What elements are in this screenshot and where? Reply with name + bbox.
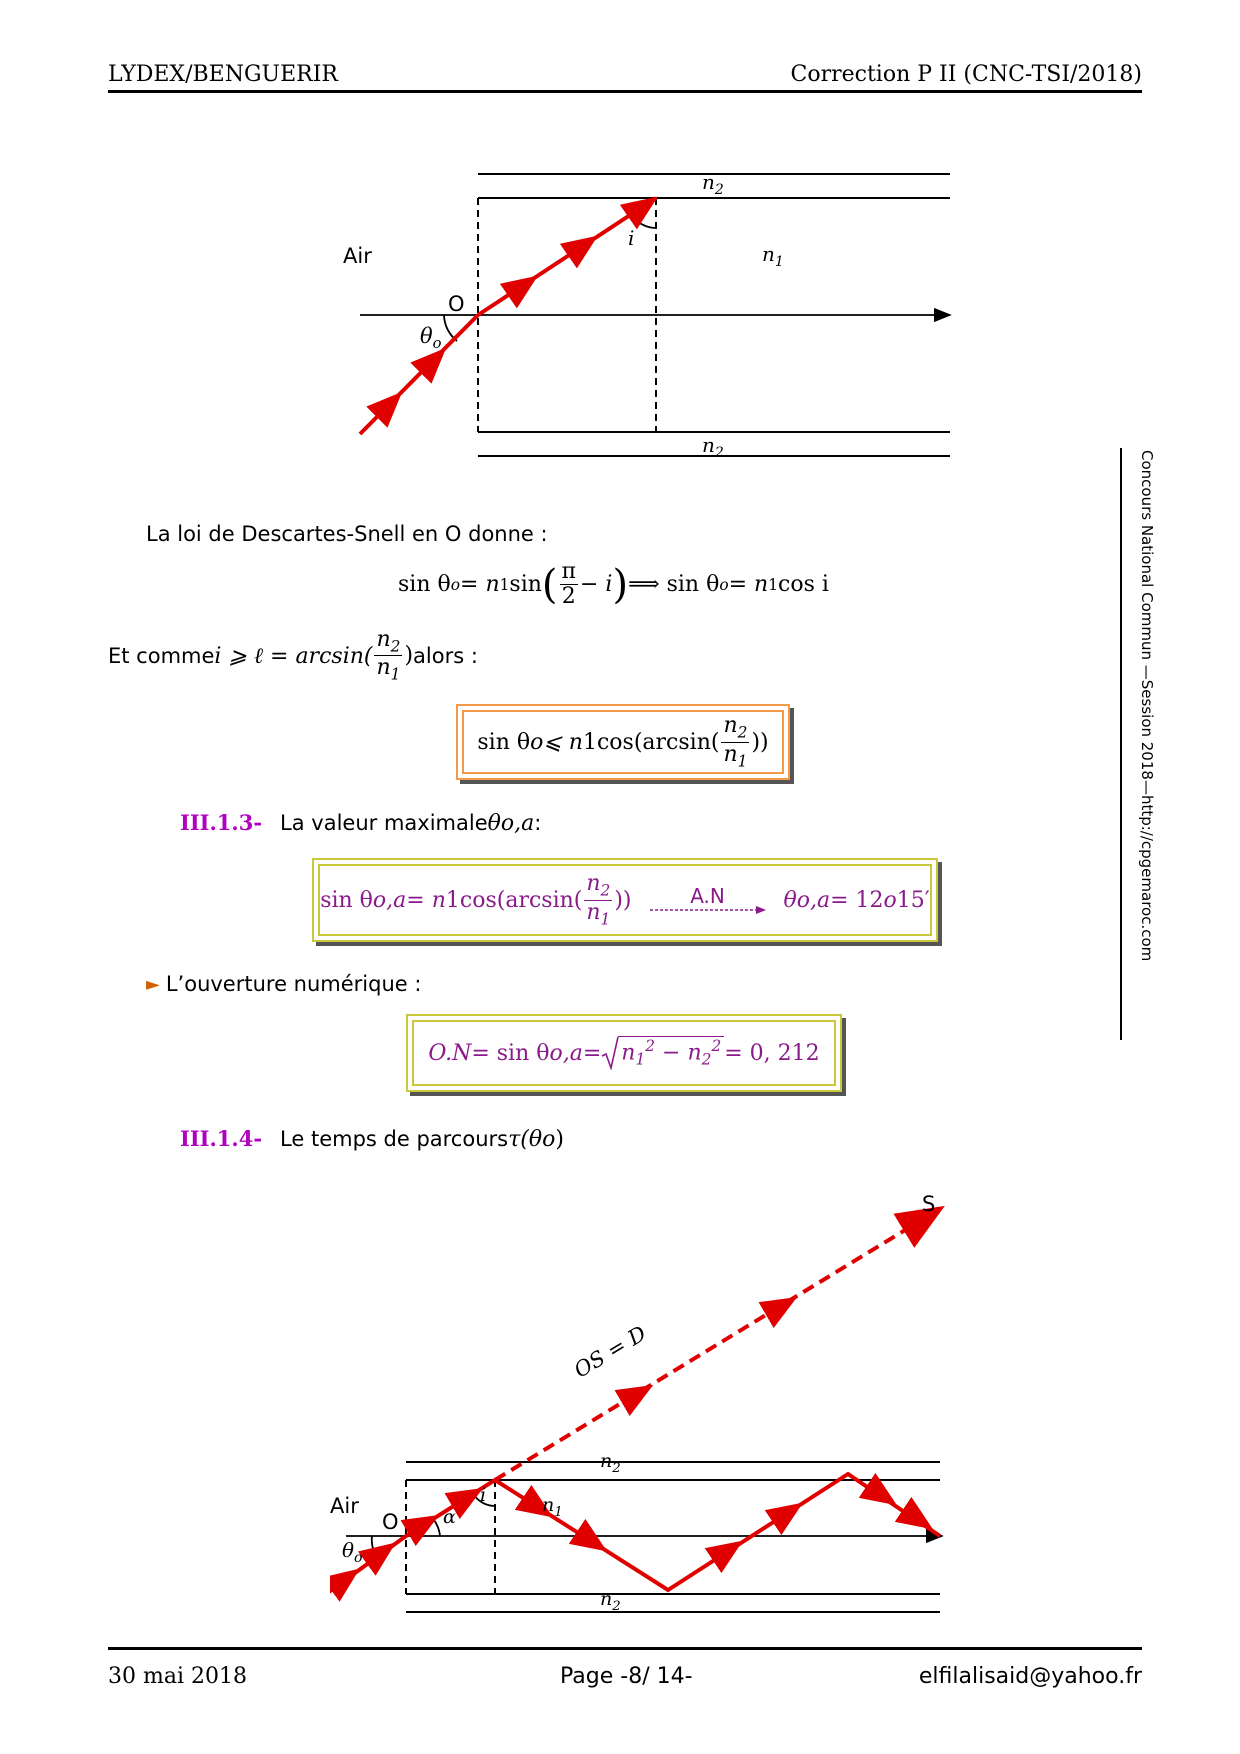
max-angle-box: sin θ o,a = n 1 cos(arcsin( $\frac{n_2}{n_1}$ )) A.N θ o,a = 12 o 15′ — [312, 858, 938, 942]
fig2-s-label: S — [922, 1192, 936, 1216]
header-rule — [108, 90, 1142, 93]
fig2-n2-bottom: $n_2$ — [600, 1588, 621, 1614]
fig2-alpha-label: α — [443, 1506, 456, 1528]
section-113: III.1.3- La valeur maximale θ o,a : — [180, 810, 542, 836]
section-114-number: III.1.4- — [180, 1126, 263, 1151]
ray-arrow-4 — [580, 239, 593, 248]
intro-text: La loi de Descartes-Snell en O donne : — [146, 522, 548, 546]
fig2-arrow-6 — [590, 1540, 602, 1548]
fig2-ext-arrow-2 — [780, 1300, 792, 1307]
numerical-aperture-box: O.N = sin θ o,a = $n_1^2 - n_2^2$ = 0, 212 — [406, 1014, 842, 1092]
fig2-n2-top: $n_2$ — [600, 1450, 621, 1476]
fig2-extended-ray-dashed — [495, 1210, 938, 1480]
sidebar-text: Concours National Commun —Session 2018—http://cpgemaroc.com — [1138, 450, 1156, 962]
fig2-angle-alpha-arc — [434, 1520, 440, 1536]
sqrt-expression: $n_1^2 - n_2^2$ — [601, 1036, 724, 1070]
bullet-icon: ► — [146, 973, 160, 995]
fig2-i-label: i — [480, 1484, 487, 1506]
inequality-box: sin θ o ⩽ n 1 cos(arcsin( $\frac{n_2}{n_1}$ )) — [456, 704, 790, 780]
ray-arrow-3 — [520, 279, 533, 288]
incident-ray — [360, 315, 478, 434]
fig2-theta-label: $\theta_o$ — [342, 1538, 363, 1566]
snell-equation: sin θ o = n 1 sin ( $\frac{\pi}{2}$ − i ) ⟹ sin θ o = n 1 cos i — [398, 559, 829, 610]
footer-email: elfilalisaid@yahoo.fr — [918, 1664, 1142, 1689]
footer-page: Page -8/ 14- — [560, 1664, 693, 1689]
fig2-zigzag-ray — [330, 1474, 940, 1594]
condition-line: Et comme i ⩾ ℓ = arcsin( $\frac{n_2}{n_1}$ ) alors : — [108, 627, 478, 684]
fig2-air-label: Air — [330, 1494, 359, 1518]
fig1-n1-label: $n_1$ — [762, 242, 784, 270]
fig2-arrow-8 — [786, 1506, 798, 1514]
section-114: III.1.4- Le temps de parcours τ(θ o ) — [180, 1126, 564, 1152]
fig1-origin-label: O — [448, 292, 465, 316]
footer-rule — [108, 1647, 1142, 1650]
ray-arrow-5 — [640, 200, 653, 209]
section-113-number: III.1.3- — [180, 810, 263, 835]
ray-arrow-2 — [432, 352, 442, 362]
angle-i-arc — [631, 214, 656, 228]
figure-optical-fiber — [340, 160, 960, 470]
fig2-n1-label: $n_1$ — [542, 1494, 563, 1520]
fig1-n2-top: $n_2$ — [702, 170, 724, 198]
fig1-n2-bottom: $n_2$ — [702, 433, 724, 461]
an-arrow: A.N — [648, 884, 768, 916]
header-right: Correction P II (CNC-TSI/2018) — [790, 62, 1142, 87]
figure-ray-path — [330, 1190, 970, 1620]
fig1-air-label: Air — [343, 244, 372, 268]
fig1-i-label: i — [628, 226, 635, 250]
ouverture-line: ► L’ouverture numérique : — [146, 972, 422, 996]
header-left: LYDEX/BENGUERIR — [108, 62, 338, 87]
fig2-origin-label: O — [382, 1510, 399, 1534]
fig1-theta-label: $\theta_o$ — [420, 324, 442, 353]
fig2-os-label: OS = D — [570, 1321, 651, 1383]
footer-date: 30 mai 2018 — [108, 1664, 247, 1689]
refracted-ray — [478, 198, 656, 315]
sidebar-rule — [1120, 448, 1122, 1040]
ray-arrow-1 — [388, 396, 398, 406]
